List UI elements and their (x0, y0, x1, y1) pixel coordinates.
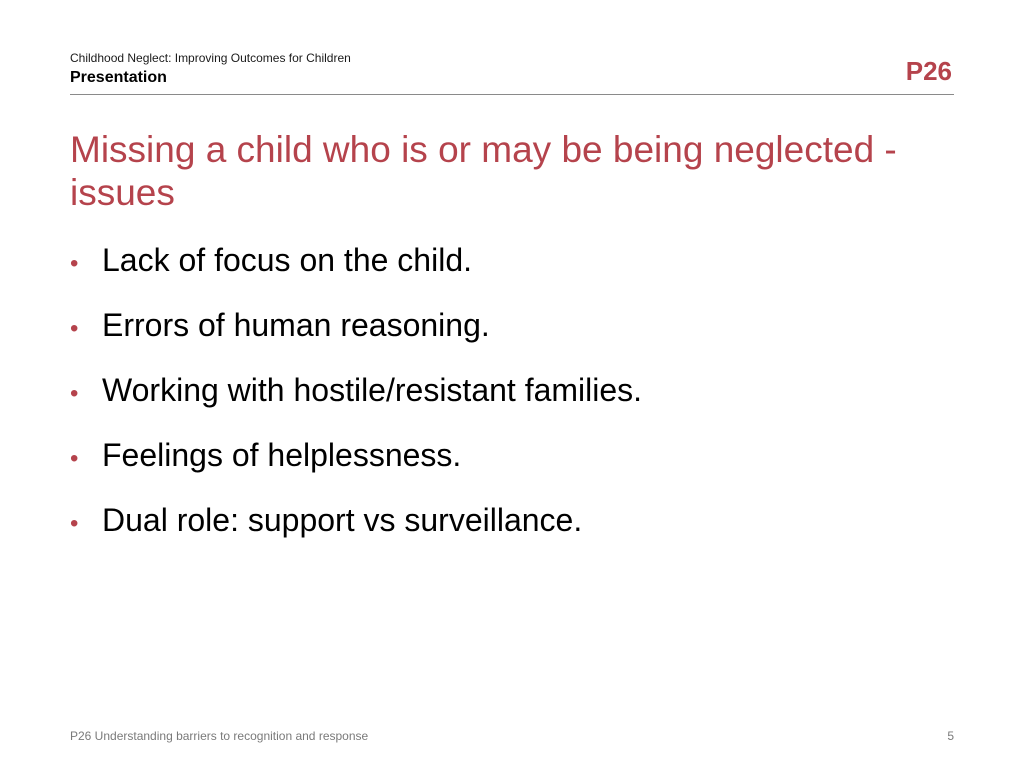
footer-text: P26 Understanding barriers to recognition and response (70, 729, 369, 743)
bullet-text: Working with hostile/resistant families. (102, 372, 643, 408)
header-subtitle: Childhood Neglect: Improving Outcomes for Children (70, 51, 351, 65)
bullet-text: Feelings of helplessness. (102, 437, 462, 473)
header-divider (70, 94, 954, 95)
bullet-text: Errors of human reasoning. (102, 307, 490, 343)
slide-code: P26 (905, 56, 952, 86)
bullet-item (70, 368, 950, 433)
bullet-item (70, 433, 950, 498)
bullet-icon: • (70, 250, 79, 277)
bullet-icon: • (70, 510, 79, 537)
bullet-item (70, 303, 950, 368)
bullet-icon: • (70, 445, 79, 472)
bullet-icon: • (70, 315, 79, 342)
bullet-item (70, 498, 950, 563)
bullet-text: Lack of focus on the child. (102, 242, 472, 278)
header-title: Presentation (70, 69, 167, 86)
bullet-icon: • (70, 380, 79, 407)
bullet-list (70, 238, 950, 563)
bullet-text: Dual role: support vs surveillance. (102, 502, 583, 538)
bullet-item (70, 238, 950, 303)
page-number: 5 (947, 729, 954, 743)
slide-title: Missing a child who is or may be being neglected - issues (70, 129, 897, 213)
